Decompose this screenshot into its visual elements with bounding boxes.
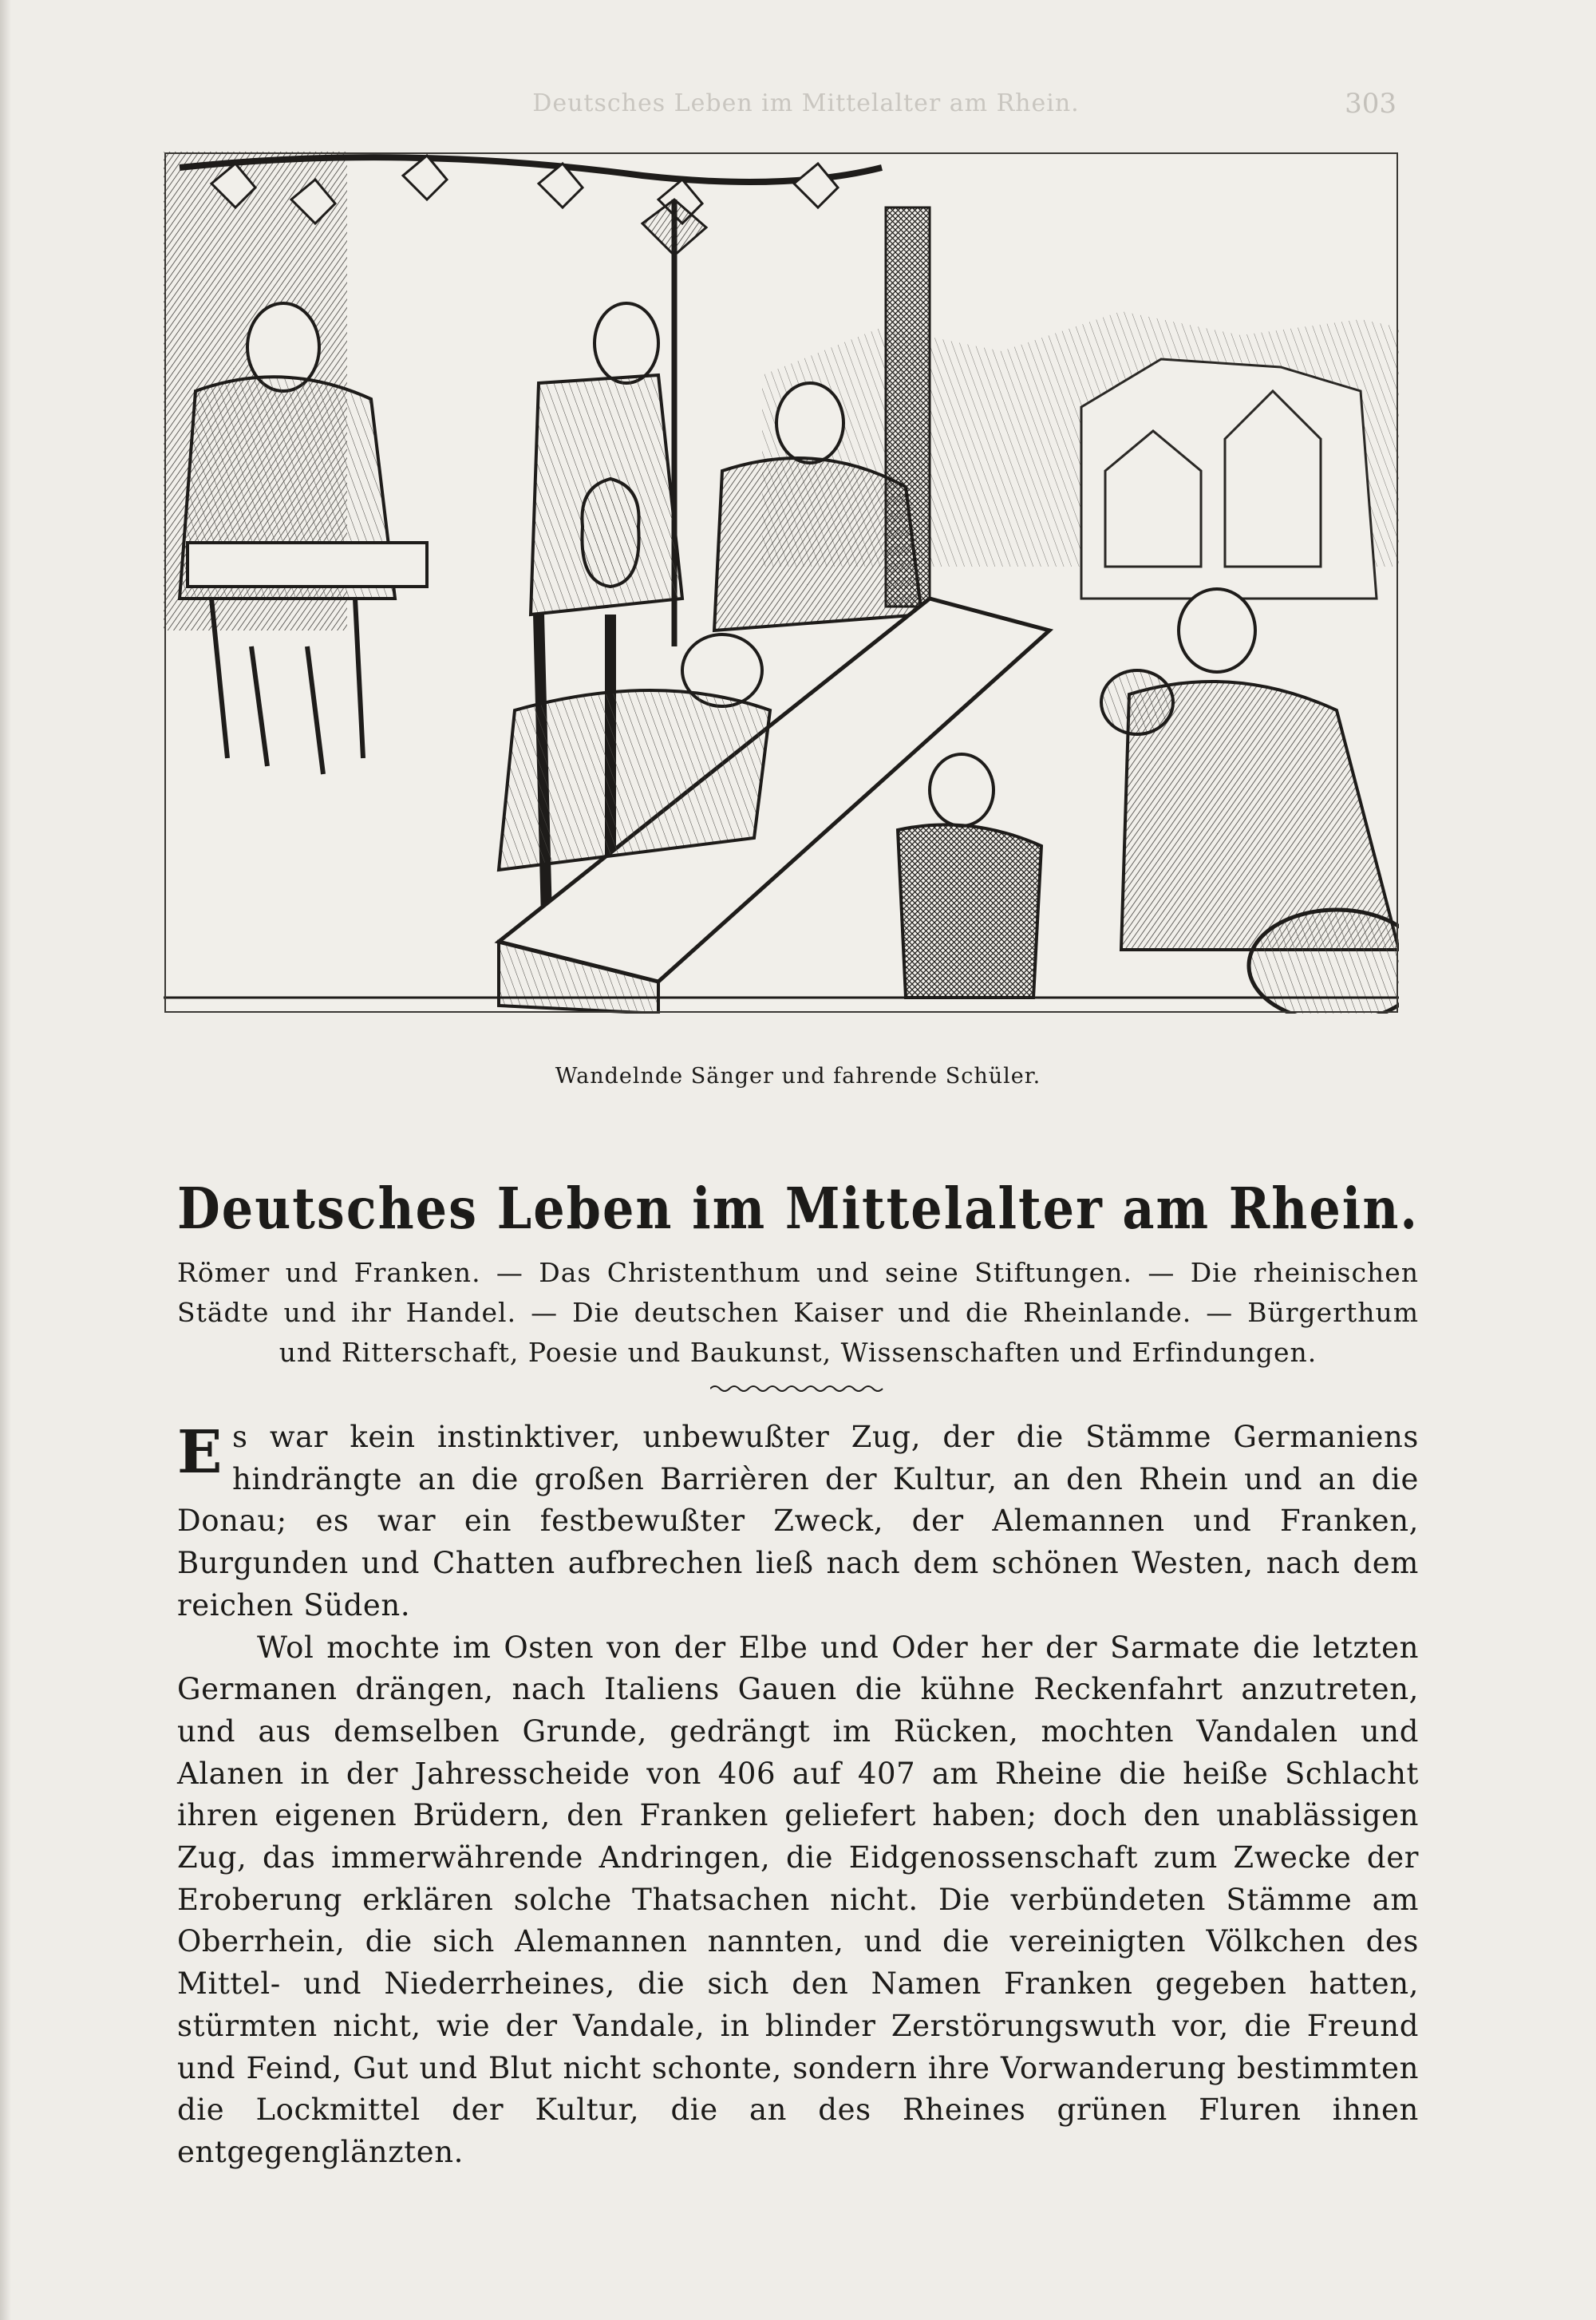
chapter-body bbox=[177, 1417, 1419, 2174]
illustration-caption: Wandelnde Sänger und fahrende Schüler. bbox=[555, 1064, 1041, 1089]
paragraph-1-text: s war kein instinktiver, unbewußter Zug, der die Stämme Germaniens hindrängte an die großen Barrièren der Kultur, an den Rhein und an die Donau; es war ein festbewußter Zweck, der Alemannen und Franken, Burgunden und Chatten aufbrechen ließ nach dem schönen Westen, nach dem reichen Süden. bbox=[177, 1420, 1419, 1622]
paragraph-2: Wol mochte im Osten von der Elbe und Oder her der Sarmate die letzten Germanen drängen, nach Italiens Gauen die kühne Reckenfahrt anzutreten, und aus demselben Grunde, gedrängt im Rücken, mochten Vandalen und Alanen in der Jahresscheide von 406 auf 407 am Rheine die heiße Schlacht ihren eigenen Brüdern, den Franken geliefert haben; doch den unablässigen Zug, das immerwährende Andringen, die Eidgenossenschaft zum Zwecke der Eroberung erklären solche Thatsachen nicht. Die verbündeten Stämme am Oberrhein, die sich Alemannen nannten, und die vereinigten Völkchen des Mittel- und Niederrheines, die sich den Namen Franken gegeben hatten, stürmten nicht, wie der Vandale, in blinder Zerstörungswuth vor, die Freund und Feind, Gut und Blut nicht schonte, sondern ihre Vorwanderung bestimmten die Lockmittel der Kultur, die an des Rheines grünen Fluren ihnen entgegenglänzten. bbox=[177, 1630, 1419, 2169]
chapter-title: Deutsches Leben im Mittelalter am Rhein. bbox=[177, 1175, 1419, 1243]
illustration-drawing bbox=[164, 152, 1399, 1014]
ornament-divider bbox=[710, 1381, 886, 1397]
chapter-topics: Römer und Franken. — Das Christenthum und seine Stiftungen. — Die rheinischen Städte und ihr Handel. — Die deutschen Kaiser und die Rheinlande. — Bürgerthum und Ritterschaft, Poesie und Baukunst, Wissenschaften und Erfindungen. bbox=[177, 1257, 1419, 1368]
drop-cap: E bbox=[177, 1418, 223, 1487]
woodcut-illustration bbox=[164, 152, 1399, 1014]
page-gutter-shadow bbox=[0, 0, 11, 2320]
paragraph-1 bbox=[177, 1417, 1419, 1627]
page-number: 303 bbox=[1345, 88, 1396, 120]
running-head: Deutsches Leben im Mittelalter am Rhein. bbox=[532, 89, 1080, 117]
